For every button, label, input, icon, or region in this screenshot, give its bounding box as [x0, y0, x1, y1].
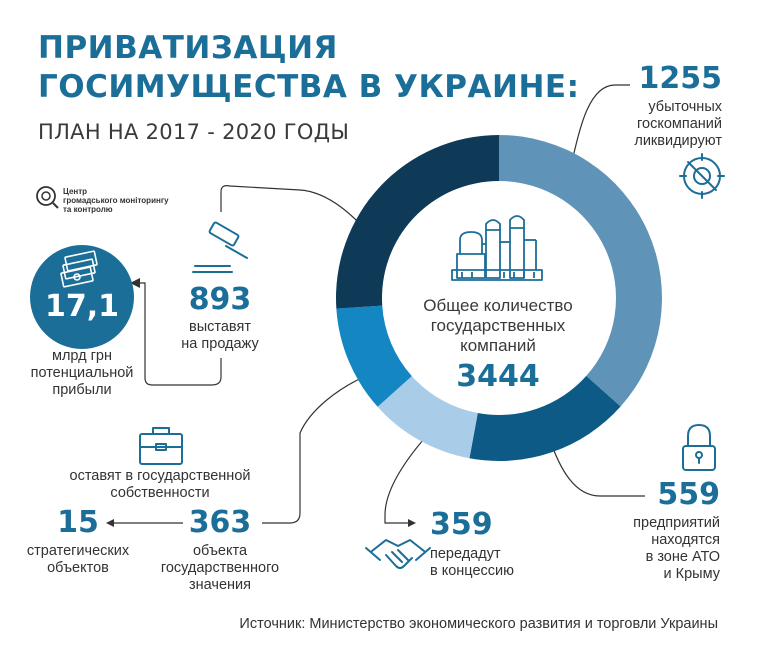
concession-label	[430, 546, 550, 580]
profit-label	[20, 348, 144, 399]
keep-label	[50, 468, 270, 502]
ato-label	[580, 515, 720, 583]
liquidate-label-line-2: госкомпаний	[637, 116, 722, 132]
national-label-line-2: государственного	[160, 560, 280, 576]
title-line-1: ПРИВАТИЗАЦИЯ	[38, 30, 338, 66]
ato-label-line-4: и Крыму	[663, 566, 720, 582]
strategic-value: 15	[57, 505, 99, 540]
national-value: 363	[188, 505, 252, 540]
keep-label-line-1: оставят в государственной	[69, 468, 251, 484]
strategic-label-line-1: стратегических	[26, 543, 130, 559]
source-note: Источник: Министерство экономического развития и торговли Украины	[239, 616, 718, 632]
center-caption-line-1: Общее количество	[423, 296, 573, 315]
concession-value: 359	[430, 507, 493, 542]
sale-value: 893	[188, 282, 252, 317]
center-caption-line-3: компаний	[460, 336, 536, 355]
profit-label-line-3: прибыли	[52, 382, 112, 398]
logo-text	[63, 187, 169, 214]
sale-label-line-1: выставят	[189, 319, 251, 335]
center-caption	[398, 296, 598, 356]
profit-value: 17,1	[44, 289, 120, 324]
concession-label-line-2: в концессию	[430, 563, 514, 579]
liquidate-label	[580, 99, 722, 150]
liquidate-label-line-3: ликвидируют	[634, 133, 722, 149]
logo-line-1: Центр	[63, 187, 88, 196]
sale-label-line-2: на продажу	[181, 336, 259, 352]
ato-label-line-2: находятся	[651, 532, 720, 548]
center-caption-line-2: государственных	[430, 316, 566, 335]
sale-label	[160, 319, 280, 353]
liquidate-label-line-1: убыточных	[648, 99, 722, 115]
subtitle: ПЛАН НА 2017 - 2020 ГОДЫ	[38, 120, 350, 144]
national-label-line-3: значения	[189, 577, 251, 593]
donut-slice-5	[336, 135, 499, 309]
profit-label-line-2: потенциальной	[30, 365, 134, 381]
logo-line-3: та контролю	[63, 205, 113, 214]
strategic-label-line-2: объектов	[47, 560, 109, 576]
national-label	[150, 543, 290, 594]
keep-label-line-2: собственности	[110, 485, 210, 501]
ato-label-line-3: в зоне АТО	[645, 549, 720, 565]
factory-icon	[452, 216, 542, 280]
profit-label-line-1: млрд грн	[51, 348, 112, 364]
liquidate-value: 1255	[638, 61, 722, 96]
ato-value: 559	[657, 477, 720, 512]
strategic-label	[18, 543, 138, 577]
logo-line-2: громадського моніторингу	[63, 196, 169, 205]
ato-label-line-1: предприятий	[633, 515, 720, 531]
national-label-line-1: объекта	[192, 543, 248, 559]
concession-label-line-1: передадут	[430, 546, 501, 562]
center-total: 3444	[456, 359, 540, 394]
title-line-2: ГОСИМУЩЕСТВА В УКРАИНЕ:	[38, 69, 580, 105]
